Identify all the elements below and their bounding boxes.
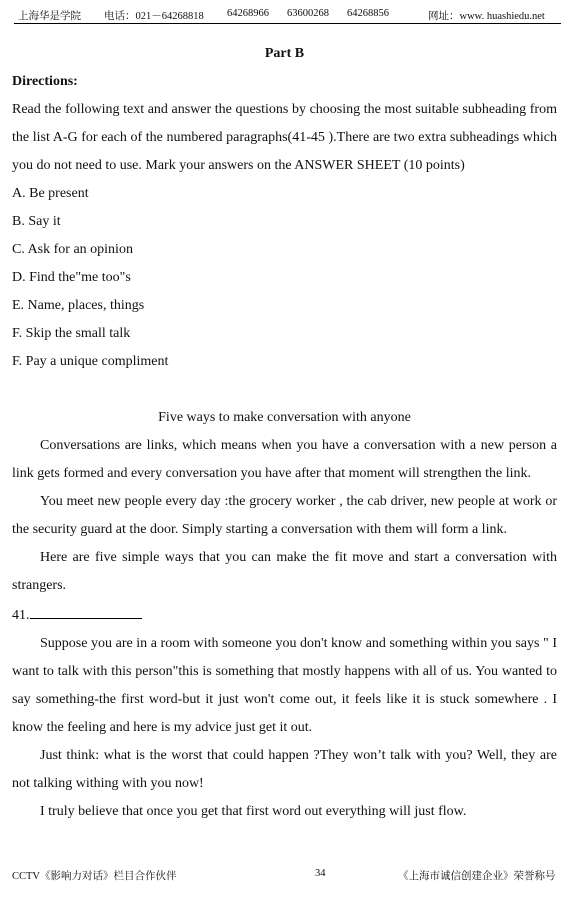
page-number: 34 — [315, 868, 326, 879]
header-phone-4: 64268856 — [347, 8, 389, 19]
intro-paragraph-3: Here are five simple ways that you can make the fit move and start a conversation with strangers. — [12, 550, 557, 593]
header-phone-3: 63600268 — [287, 8, 329, 19]
body-paragraph-3: I truly believe that once you get that first word out everything will just flow. — [40, 804, 467, 819]
question-number: 41. — [12, 608, 30, 623]
footer-partner: CCTV《影响力对话》栏目合作伙伴 — [12, 871, 177, 882]
body-paragraph-1: Suppose you are in a room with someone you don't know and something within you says " I want to talk with this person"this is something that mostly happens with all of us. You wanted to say something-the first word-but it just won't come out, it feels like it is stuck somewhere . I know the feeling and here is my advice just get it out. — [12, 636, 557, 735]
intro-paragraph-1: Conversations are links, which means when you have a conversation with a new person a link gets formed and every conversation you have after that moment will strengthen the link. — [12, 438, 557, 481]
option-f: F. Skip the small talk — [12, 326, 131, 341]
answer-blank[interactable] — [30, 600, 142, 619]
blank-spacer — [12, 376, 557, 404]
header-school-name: 上海华是学院 — [18, 11, 81, 22]
directions-text: Read the following text and answer the questions by choosing the most suitable subheading from the list A-G for each of the numbered paragraphs(41-45 ).There are two extra subheadings which you do not need to use. Mark your answers on the ANSWER SHEET (10 points) — [12, 102, 557, 173]
article-title: Five ways to make conversation with anyone — [158, 410, 411, 425]
page-content — [12, 40, 557, 826]
option-b: B. Say it — [12, 214, 61, 229]
options-list — [12, 180, 557, 376]
option-c: C. Ask for an opinion — [12, 242, 133, 257]
option-g: F. Pay a unique compliment — [12, 354, 169, 369]
intro-paragraph-2: You meet new people every day :the grocery worker , the cab driver, new people at work or the security guard at the door. Simply starting a conversation with them will form a link. — [12, 494, 557, 537]
page-header — [14, 6, 561, 24]
footer-honor: 《上海市诚信创建企业》荣誉称号 — [398, 871, 556, 882]
section-title: Part B — [264, 46, 305, 61]
body-paragraph-2: Just think: what is the worst that could happen ?They won’t talk with you? Well, they are not talking withing with you now! — [12, 748, 557, 791]
option-d: D. Find the"me too"s — [12, 270, 131, 285]
question-41 — [12, 600, 557, 630]
option-e: E. Name, places, things — [12, 298, 145, 313]
header-phone-1: 电话：021－64268818 — [104, 11, 204, 22]
directions-label: Directions: — [12, 74, 78, 89]
header-phone-2: 64268966 — [227, 8, 269, 19]
option-a: A. Be present — [12, 186, 89, 201]
header-website: 网址：www. huashiedu.net — [428, 11, 545, 22]
